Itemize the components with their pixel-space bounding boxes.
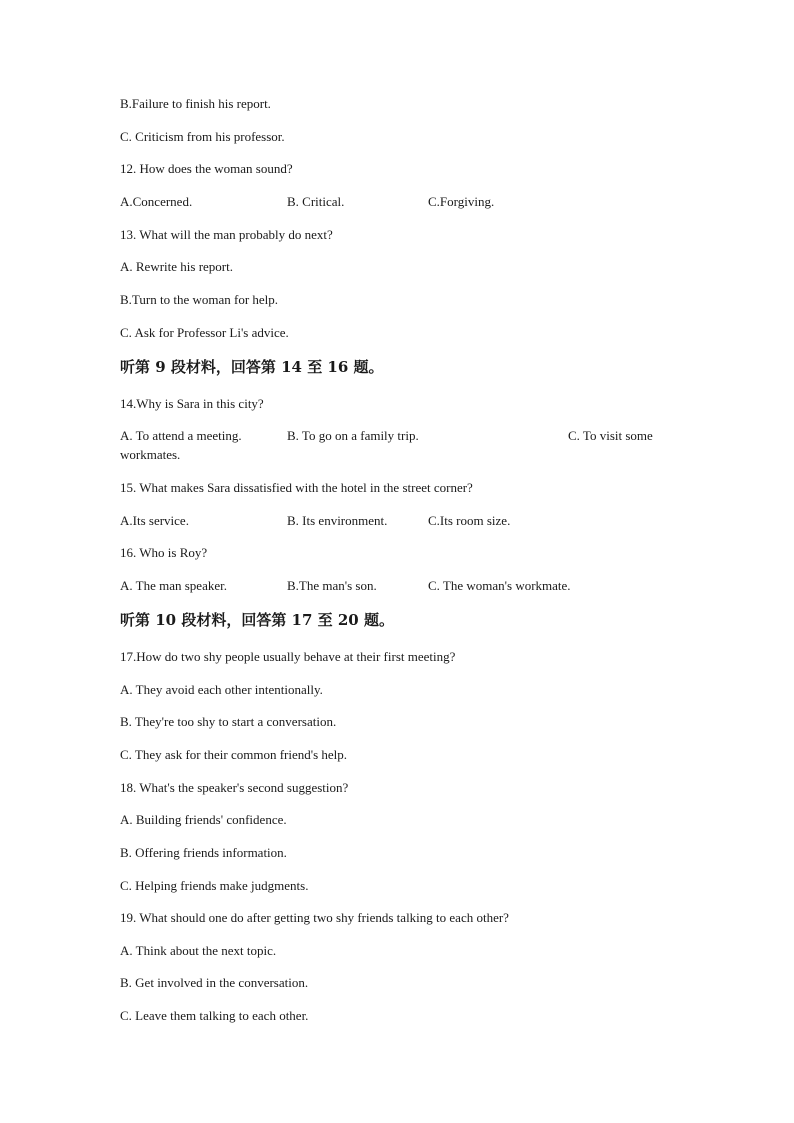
option-11c: C. Criticism from his professor.	[120, 129, 285, 144]
option-12b: B. Critical.	[287, 194, 345, 209]
option-19a: A. Think about the next topic.	[120, 943, 277, 958]
option-17c: C. They ask for their common friend's help.	[120, 747, 348, 762]
option-15b: B. Its environment.	[287, 513, 388, 528]
option-15a: A.Its service.	[120, 513, 189, 528]
option-16b: B.The man's son.	[287, 578, 377, 593]
question-18: 18. What's the speaker's second suggestion?	[120, 780, 349, 795]
option-18b: B. Offering friends information.	[120, 845, 287, 860]
option-19b: B. Get involved in the conversation.	[120, 975, 309, 990]
question-14: 14.Why is Sara in this city?	[120, 396, 264, 411]
option-18c: C. Helping friends make judgments.	[120, 878, 309, 893]
question-19: 19. What should one do after getting two shy friends talking to each other?	[120, 910, 509, 925]
option-11b: B.Failure to finish his report.	[120, 96, 271, 111]
question-12: 12. How does the woman sound?	[120, 161, 293, 176]
section-heading-9: 听第 9 段材料，回答第 14 至 16 题。	[120, 358, 384, 376]
option-18a: A. Building friends' confidence.	[120, 812, 287, 827]
option-14a: A. To attend a meeting.	[120, 428, 242, 443]
option-13c: C. Ask for Professor Li's advice.	[120, 325, 289, 340]
option-16a: A. The man speaker.	[120, 578, 227, 593]
question-13: 13. What will the man probably do next?	[120, 227, 333, 242]
option-14c: C. To visit some	[568, 428, 653, 443]
option-13a: A. Rewrite his report.	[120, 259, 234, 274]
question-15: 15. What makes Sara dissatisfied with the hotel in the street corner?	[120, 480, 473, 495]
option-15c: C.Its room size.	[428, 513, 511, 528]
option-14c-wrap: workmates.	[120, 447, 181, 462]
option-17b: B. They're too shy to start a conversation.	[120, 714, 337, 729]
option-14b: B. To go on a family trip.	[287, 428, 419, 443]
section-heading-10: 听第 10 段材料，回答第 17 至 20 题。	[120, 611, 394, 629]
option-19c: C. Leave them talking to each other.	[120, 1008, 309, 1023]
option-16c: C. The woman's workmate.	[428, 578, 571, 593]
option-12a: A.Concerned.	[120, 194, 193, 209]
question-16: 16. Who is Roy?	[120, 545, 208, 560]
option-17a: A. They avoid each other intentionally.	[120, 682, 323, 697]
option-12c: C.Forgiving.	[428, 194, 495, 209]
question-17: 17.How do two shy people usually behave at their first meeting?	[120, 649, 456, 664]
option-13b: B.Turn to the woman for help.	[120, 292, 279, 307]
